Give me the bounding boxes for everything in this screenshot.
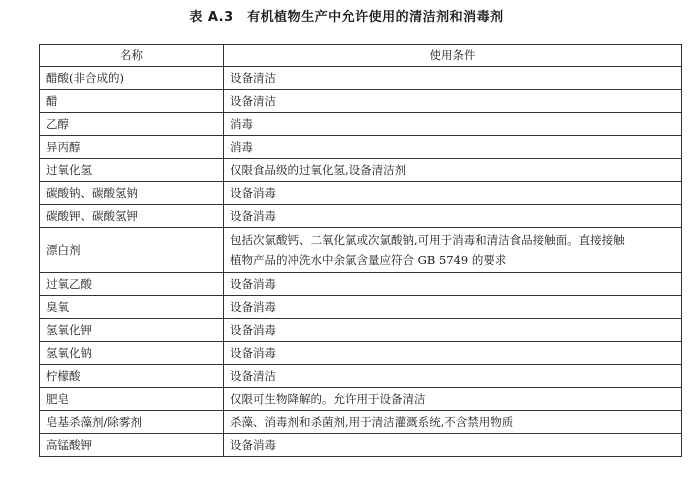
cell-condition: 杀藻、消毒剂和杀菌剂,用于清洁灌溉系统,不含禁用物质 [224, 411, 682, 434]
table-row [40, 113, 682, 136]
cell-name: 异丙醇 [40, 136, 224, 159]
disinfectant-table [39, 44, 682, 457]
table-row [40, 273, 682, 296]
condition-line: 包括次氯酸钙、二氧化氯或次氯酸钠,可用于消毒和清洁食品接触面。直接接触 [230, 233, 625, 247]
table-row [40, 411, 682, 434]
cell-condition: 仅限食品级的过氧化氢,设备清洁剂 [224, 159, 682, 182]
cell-name: 醋酸(非合成的) [40, 67, 224, 90]
cell-name: 氢氧化钾 [40, 319, 224, 342]
table-row [40, 388, 682, 411]
cell-condition: 消毒 [224, 136, 682, 159]
cell-name: 乙醇 [40, 113, 224, 136]
cell-condition [224, 228, 682, 273]
cell-condition: 设备清洁 [224, 365, 682, 388]
cell-condition: 设备清洁 [224, 90, 682, 113]
column-header-name: 名称 [40, 45, 224, 67]
cell-condition: 设备消毒 [224, 205, 682, 228]
cell-name: 氢氧化钠 [40, 342, 224, 365]
cell-name: 柠檬酸 [40, 365, 224, 388]
table-row [40, 182, 682, 205]
cell-condition: 设备消毒 [224, 342, 682, 365]
table-row [40, 319, 682, 342]
cell-name: 醋 [40, 90, 224, 113]
cell-name: 碳酸钾、碳酸氢钾 [40, 205, 224, 228]
table-row [40, 67, 682, 90]
cell-name: 碳酸钠、碳酸氢钠 [40, 182, 224, 205]
cell-name: 过氧乙酸 [40, 273, 224, 296]
cell-name: 过氧化氢 [40, 159, 224, 182]
table-title: 表 A.3 有机植物生产中允许使用的清洁剂和消毒剂 [189, 10, 504, 25]
cell-condition: 设备消毒 [224, 182, 682, 205]
table-row [40, 228, 682, 273]
cell-condition: 设备消毒 [224, 319, 682, 342]
cell-condition: 设备消毒 [224, 296, 682, 319]
cell-name: 漂白剂 [40, 228, 224, 273]
table-row [40, 136, 682, 159]
table-row [40, 159, 682, 182]
table-row [40, 205, 682, 228]
cell-condition: 仅限可生物降解的。允许用于设备清洁 [224, 388, 682, 411]
table-row [40, 90, 682, 113]
cell-name: 高锰酸钾 [40, 434, 224, 457]
cell-name: 肥皂 [40, 388, 224, 411]
column-header-condition: 使用条件 [224, 45, 682, 67]
cell-name: 皂基杀藻剂/除雾剂 [40, 411, 224, 434]
table-row [40, 342, 682, 365]
cell-condition: 设备消毒 [224, 434, 682, 457]
cell-condition: 设备消毒 [224, 273, 682, 296]
cell-condition: 设备清洁 [224, 67, 682, 90]
table-row [40, 296, 682, 319]
cell-condition: 消毒 [224, 113, 682, 136]
table-row [40, 365, 682, 388]
table-header-row [40, 45, 682, 67]
cell-name: 臭氧 [40, 296, 224, 319]
table-row [40, 434, 682, 457]
condition-line: 植物产品的冲洗水中余氯含量应符合 GB 5749 的要求 [230, 253, 507, 267]
